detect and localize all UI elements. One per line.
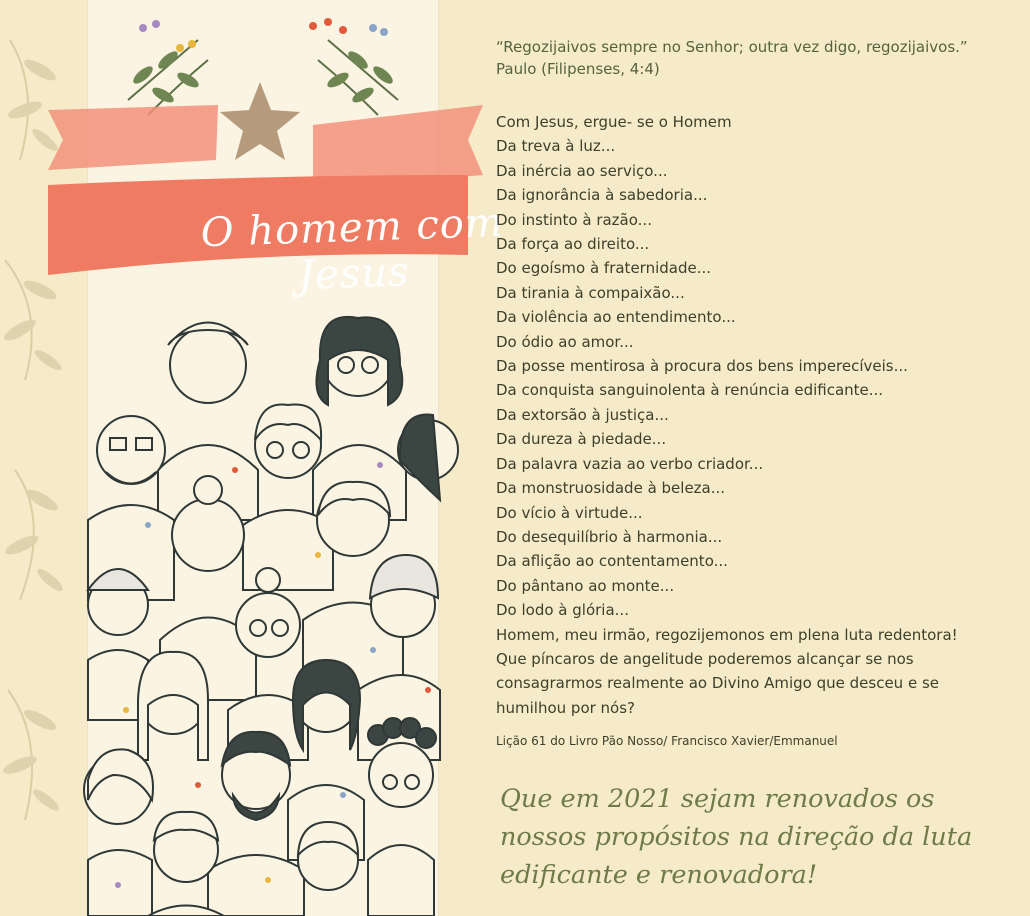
epigraph-text: “Regozijaivos sempre no Senhor; outra vez digo, regozijaivos.” [496, 38, 968, 56]
poem-line: Do egoísmo à fraternidade... [496, 259, 712, 278]
text-column [496, 36, 1016, 748]
poem-line: Da ignorância à sabedoria... [496, 186, 708, 205]
card-illustration [88, 0, 440, 916]
poem-line: humilhou por nós? [496, 698, 636, 717]
poem-line: Do ódio ao amor... [496, 332, 634, 351]
poem-line: consagrarmos realmente ao Divino Amigo que desceu e se [496, 674, 939, 693]
closing-line: nossos propósitos na direção da luta [500, 822, 973, 852]
poem-line: Da posse mentirosa à procura dos bens imperecíveis... [496, 357, 908, 376]
poem-line: Do instinto à razão... [496, 210, 652, 229]
epigraph [496, 36, 1016, 80]
closing-line: edificante e renovadora! [500, 860, 818, 890]
poem-line: Da conquista sanguinolenta à renúncia edificante... [496, 381, 884, 400]
star-icon [220, 82, 300, 160]
poem-line: Da violência ao entendimento... [496, 308, 736, 327]
poem-line: Homem, meu irmão, regozijemonos em plena luta redentora! [496, 625, 958, 644]
flower-icon [139, 18, 388, 52]
poem-line: Da aflição ao contentamento... [496, 552, 728, 571]
poem-line: Do lodo à glória... [496, 601, 629, 620]
poem-line: Que píncaros de angelitude poderemos alcançar se nos [496, 649, 914, 668]
epigraph-source: Paulo (Filipenses, 4:4) [496, 60, 660, 78]
card-title: O homem com Jesus [199, 199, 505, 299]
poem-line: Da inércia ao serviço... [496, 161, 668, 180]
poem-line: Da monstruosidade à beleza... [496, 479, 726, 498]
poem-line: Da extorsão à justiça... [496, 405, 669, 424]
source-credit: Lição 61 do Livro Pão Nosso/ Francisco Xavier/Emmanuel [496, 734, 838, 749]
poem-line: Do desequilíbrio à harmonia... [496, 527, 723, 546]
closing-message [500, 780, 1020, 894]
people-illustration [84, 317, 458, 916]
poem-line: Da força ao direito... [496, 235, 650, 254]
poem-line: Com Jesus, ergue- se o Homem [496, 113, 732, 131]
poem-line: Da treva à luz... [496, 137, 616, 156]
illustrated-card [87, 0, 505, 916]
poem-line: Da tirania à compaixão... [496, 283, 685, 302]
poem-line: Do vício à virtude... [496, 503, 643, 522]
poem-line: Da palavra vazia ao verbo criador... [496, 454, 764, 473]
poem-line: Da dureza à piedade... [496, 430, 667, 449]
closing-line: Que em 2021 sejam renovados os [500, 784, 935, 814]
poem [496, 110, 1016, 720]
poem-line: Do pântano ao monte... [496, 576, 675, 595]
